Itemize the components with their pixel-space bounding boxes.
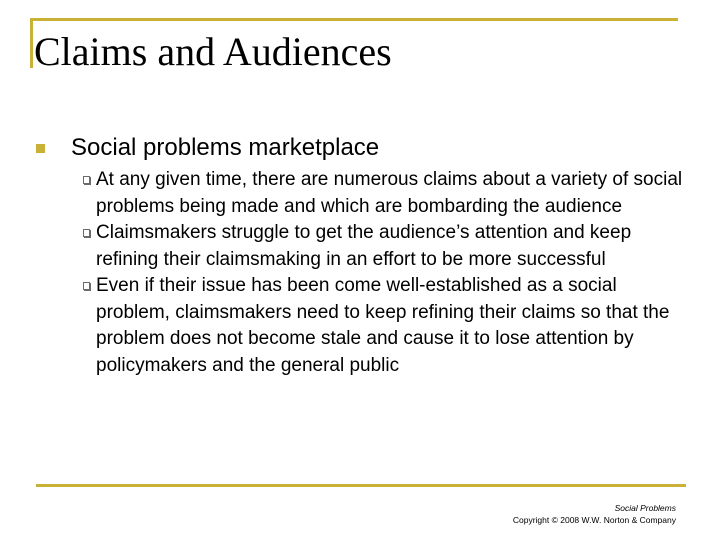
- hollow-square-bullet-icon: [83, 229, 90, 237]
- hollow-square-bullet-icon: [83, 282, 90, 290]
- sub-bullet-list: [83, 167, 683, 379]
- footer: [513, 502, 676, 526]
- sub-bullet: [83, 220, 683, 273]
- sub-bullet: [83, 273, 683, 379]
- main-bullet: [36, 133, 380, 161]
- title-frame-top-rule: [30, 18, 678, 21]
- sub-bullet-text: Claimsmakers struggle to get the audience’s attention and keep refining their claimsmaking in an effort to be more successful: [96, 222, 632, 270]
- square-bullet-icon: [36, 144, 45, 153]
- footer-copyright: Copyright © 2008 W.W. Norton & Company: [512, 515, 676, 525]
- title-frame-left-rule: [30, 18, 33, 68]
- sub-bullet-text: Even if their issue has been come well-established as a social problem, claimsmakers need to keep refining their claims so that the problem does not become stale and cause it to lose attention by policymakers and the general public: [96, 275, 670, 376]
- sub-bullet-text: At any given time, there are numerous claims about a variety of social problems being made and which are bombarding the audience: [96, 169, 683, 217]
- main-bullet-text: Social problems marketplace: [71, 134, 380, 161]
- sub-bullet: [83, 167, 683, 220]
- hollow-square-bullet-icon: [83, 176, 90, 184]
- footer-rule: [36, 484, 686, 487]
- slide-title: Claims and Audiences: [34, 29, 392, 74]
- footer-book-title: Social Problems: [614, 503, 676, 513]
